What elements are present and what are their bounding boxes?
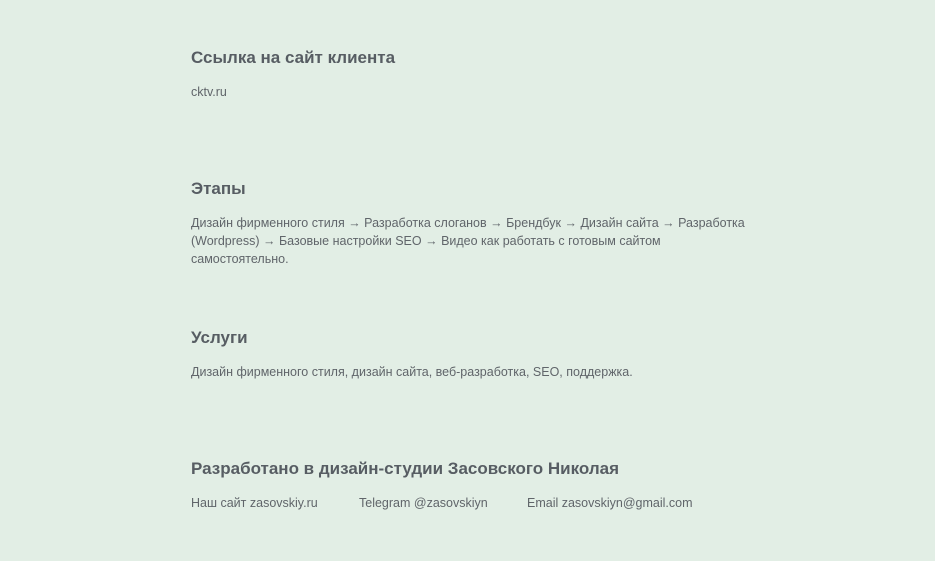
- developer-heading: Разработано в дизайн-студии Засовского Николая: [191, 459, 620, 478]
- client-site-link[interactable]: cktv.ru: [191, 85, 227, 99]
- stages-section: [191, 178, 751, 268]
- developer-section: [191, 458, 811, 512]
- stages-line-2: (Wordpress) → Базовые настройки SEO → Видео как работать с готовым сайтом самостоятельно.: [191, 234, 661, 266]
- stages-heading: Этапы: [191, 179, 246, 198]
- stages-text: [191, 214, 751, 268]
- email-link[interactable]: Email zasovskiyn@gmail.com: [527, 496, 693, 510]
- client-link-section: [191, 47, 751, 101]
- telegram-link[interactable]: Telegram @zasovskiyn: [359, 496, 488, 510]
- services-text: Дизайн фирменного стиля, дизайн сайта, веб-разработка, SEO, поддержка.: [191, 365, 633, 379]
- client-link-heading: Ссылка на сайт клиента: [191, 48, 396, 67]
- stages-line-1: Дизайн фирменного стиля → Разработка слоганов → Брендбук → Дизайн сайта → Разработка: [191, 216, 745, 230]
- studio-site-link[interactable]: Наш сайт zasovskiy.ru: [191, 496, 318, 510]
- services-heading: Услуги: [191, 328, 248, 347]
- developer-contacts: [191, 494, 811, 512]
- services-section: [191, 327, 751, 381]
